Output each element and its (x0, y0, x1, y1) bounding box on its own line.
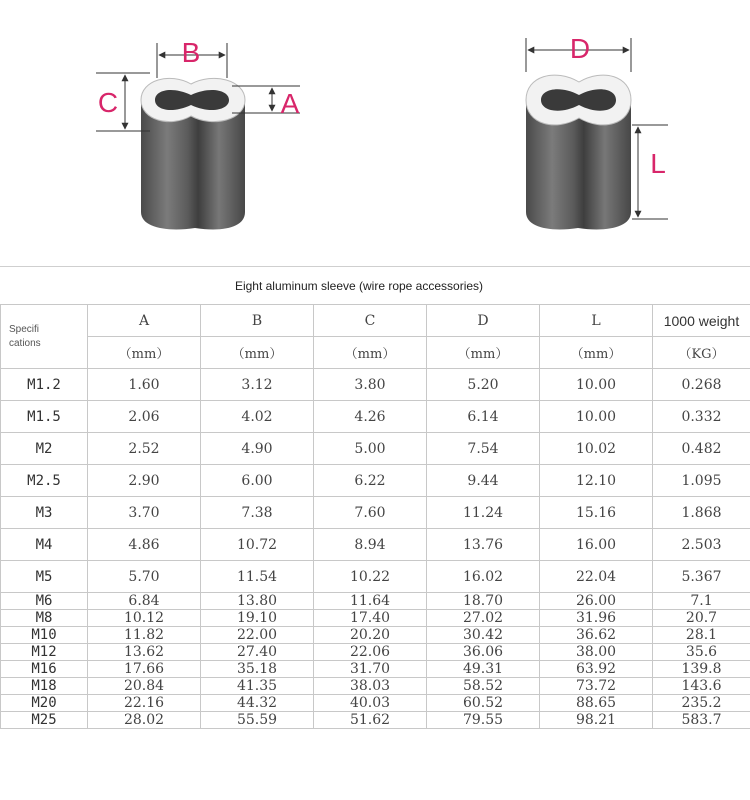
value-cell: 10.00 (540, 369, 653, 401)
unit-l: （mm） (540, 337, 653, 369)
value-cell: 19.10 (201, 610, 314, 627)
value-cell: 20.84 (88, 678, 201, 695)
value-cell: 18.70 (427, 593, 540, 610)
model-cell: M18 (1, 678, 88, 695)
model-cell: M16 (1, 661, 88, 678)
model-cell: M4 (1, 529, 88, 561)
unit-a: （mm） (88, 337, 201, 369)
table-body (1, 369, 750, 729)
table-row (1, 465, 750, 497)
column-header-c: C (314, 305, 427, 337)
value-cell: 30.42 (427, 627, 540, 644)
table-row (1, 695, 750, 712)
value-cell: 12.10 (540, 465, 653, 497)
value-cell: 1.868 (653, 497, 750, 529)
value-cell: 11.82 (88, 627, 201, 644)
table-row (1, 661, 750, 678)
value-cell: 1.60 (88, 369, 201, 401)
value-cell: 17.66 (88, 661, 201, 678)
value-cell: 235.2 (653, 695, 750, 712)
model-cell: M8 (1, 610, 88, 627)
value-cell: 16.00 (540, 529, 653, 561)
value-cell: 79.55 (427, 712, 540, 729)
unit-d: （mm） (427, 337, 540, 369)
dimension-label-c: C (97, 87, 119, 118)
value-cell: 1.095 (653, 465, 750, 497)
value-cell: 26.00 (540, 593, 653, 610)
value-cell: 27.40 (201, 644, 314, 661)
specification-table (0, 304, 750, 729)
dimension-label-d: D (569, 33, 591, 64)
dimension-label-a: A (280, 88, 300, 119)
value-cell: 73.72 (540, 678, 653, 695)
value-cell: 36.62 (540, 627, 653, 644)
value-cell: 7.38 (201, 497, 314, 529)
column-header-b: B (201, 305, 314, 337)
value-cell: 11.24 (427, 497, 540, 529)
unit-b: （mm） (201, 337, 314, 369)
value-cell: 41.35 (201, 678, 314, 695)
value-cell: 13.76 (427, 529, 540, 561)
value-cell: 2.52 (88, 433, 201, 465)
value-cell: 6.84 (88, 593, 201, 610)
column-header-a: A (88, 305, 201, 337)
value-cell: 10.72 (201, 529, 314, 561)
right-sleeve (526, 75, 631, 229)
value-cell: 3.12 (201, 369, 314, 401)
header-row (1, 305, 750, 337)
value-cell: 88.65 (540, 695, 653, 712)
model-cell: M1.2 (1, 369, 88, 401)
value-cell: 31.96 (540, 610, 653, 627)
value-cell: 20.20 (314, 627, 427, 644)
value-cell: 10.00 (540, 401, 653, 433)
value-cell: 5.00 (314, 433, 427, 465)
value-cell: 22.06 (314, 644, 427, 661)
value-cell: 13.80 (201, 593, 314, 610)
model-cell: M5 (1, 561, 88, 593)
value-cell: 11.54 (201, 561, 314, 593)
value-cell: 15.16 (540, 497, 653, 529)
column-header-d: D (427, 305, 540, 337)
table-row (1, 712, 750, 729)
value-cell: 6.14 (427, 401, 540, 433)
value-cell: 5.367 (653, 561, 750, 593)
column-header-weight: 1000 weight (653, 305, 750, 337)
left-sleeve (141, 78, 245, 229)
value-cell: 36.06 (427, 644, 540, 661)
model-cell: M1.5 (1, 401, 88, 433)
value-cell: 6.00 (201, 465, 314, 497)
value-cell: 139.8 (653, 661, 750, 678)
value-cell: 10.22 (314, 561, 427, 593)
table-row (1, 610, 750, 627)
table-row (1, 529, 750, 561)
value-cell: 28.02 (88, 712, 201, 729)
model-cell: M6 (1, 593, 88, 610)
unit-row (1, 337, 750, 369)
table-row (1, 401, 750, 433)
value-cell: 35.18 (201, 661, 314, 678)
specifications-label: Specifi cations (9, 323, 41, 349)
table-row (1, 593, 750, 610)
value-cell: 11.64 (314, 593, 427, 610)
value-cell: 583.7 (653, 712, 750, 729)
value-cell: 8.94 (314, 529, 427, 561)
value-cell: 2.06 (88, 401, 201, 433)
value-cell: 3.80 (314, 369, 427, 401)
table-row (1, 433, 750, 465)
value-cell: 17.40 (314, 610, 427, 627)
value-cell: 6.22 (314, 465, 427, 497)
model-cell: M20 (1, 695, 88, 712)
value-cell: 7.1 (653, 593, 750, 610)
section-divider (0, 266, 750, 267)
dimension-label-l: L (650, 148, 666, 179)
value-cell: 2.90 (88, 465, 201, 497)
value-cell: 3.70 (88, 497, 201, 529)
value-cell: 51.62 (314, 712, 427, 729)
value-cell: 49.31 (427, 661, 540, 678)
model-cell: M10 (1, 627, 88, 644)
value-cell: 5.70 (88, 561, 201, 593)
value-cell: 40.03 (314, 695, 427, 712)
value-cell: 60.52 (427, 695, 540, 712)
table-row (1, 627, 750, 644)
value-cell: 0.482 (653, 433, 750, 465)
table-row (1, 678, 750, 695)
value-cell: 38.00 (540, 644, 653, 661)
table-caption: Eight aluminum sleeve (wire rope accessories) (234, 279, 484, 293)
value-cell: 35.6 (653, 644, 750, 661)
value-cell: 4.02 (201, 401, 314, 433)
value-cell: 22.00 (201, 627, 314, 644)
value-cell: 44.32 (201, 695, 314, 712)
value-cell: 7.60 (314, 497, 427, 529)
value-cell: 22.16 (88, 695, 201, 712)
value-cell: 0.332 (653, 401, 750, 433)
unit-c: （mm） (314, 337, 427, 369)
value-cell: 4.90 (201, 433, 314, 465)
table-row (1, 561, 750, 593)
model-cell: M3 (1, 497, 88, 529)
model-cell: M2 (1, 433, 88, 465)
value-cell: 22.04 (540, 561, 653, 593)
value-cell: 5.20 (427, 369, 540, 401)
table-row (1, 497, 750, 529)
value-cell: 10.02 (540, 433, 653, 465)
value-cell: 2.503 (653, 529, 750, 561)
value-cell: 7.54 (427, 433, 540, 465)
model-cell: M12 (1, 644, 88, 661)
model-cell: M25 (1, 712, 88, 729)
value-cell: 27.02 (427, 610, 540, 627)
value-cell: 16.02 (427, 561, 540, 593)
table-row (1, 369, 750, 401)
value-cell: 9.44 (427, 465, 540, 497)
value-cell: 98.21 (540, 712, 653, 729)
value-cell: 143.6 (653, 678, 750, 695)
value-cell: 58.52 (427, 678, 540, 695)
value-cell: 31.70 (314, 661, 427, 678)
value-cell: 4.86 (88, 529, 201, 561)
value-cell: 10.12 (88, 610, 201, 627)
dimension-label-b: B (181, 37, 201, 68)
specifications-header (1, 305, 88, 369)
value-cell: 28.1 (653, 627, 750, 644)
column-header-l: L (540, 305, 653, 337)
value-cell: 55.59 (201, 712, 314, 729)
value-cell: 20.7 (653, 610, 750, 627)
value-cell: 13.62 (88, 644, 201, 661)
value-cell: 38.03 (314, 678, 427, 695)
sleeve-dimension-diagram (0, 0, 750, 265)
value-cell: 0.268 (653, 369, 750, 401)
value-cell: 63.92 (540, 661, 653, 678)
value-cell: 4.26 (314, 401, 427, 433)
model-cell: M2.5 (1, 465, 88, 497)
unit-weight: （KG） (653, 337, 750, 369)
table-row (1, 644, 750, 661)
